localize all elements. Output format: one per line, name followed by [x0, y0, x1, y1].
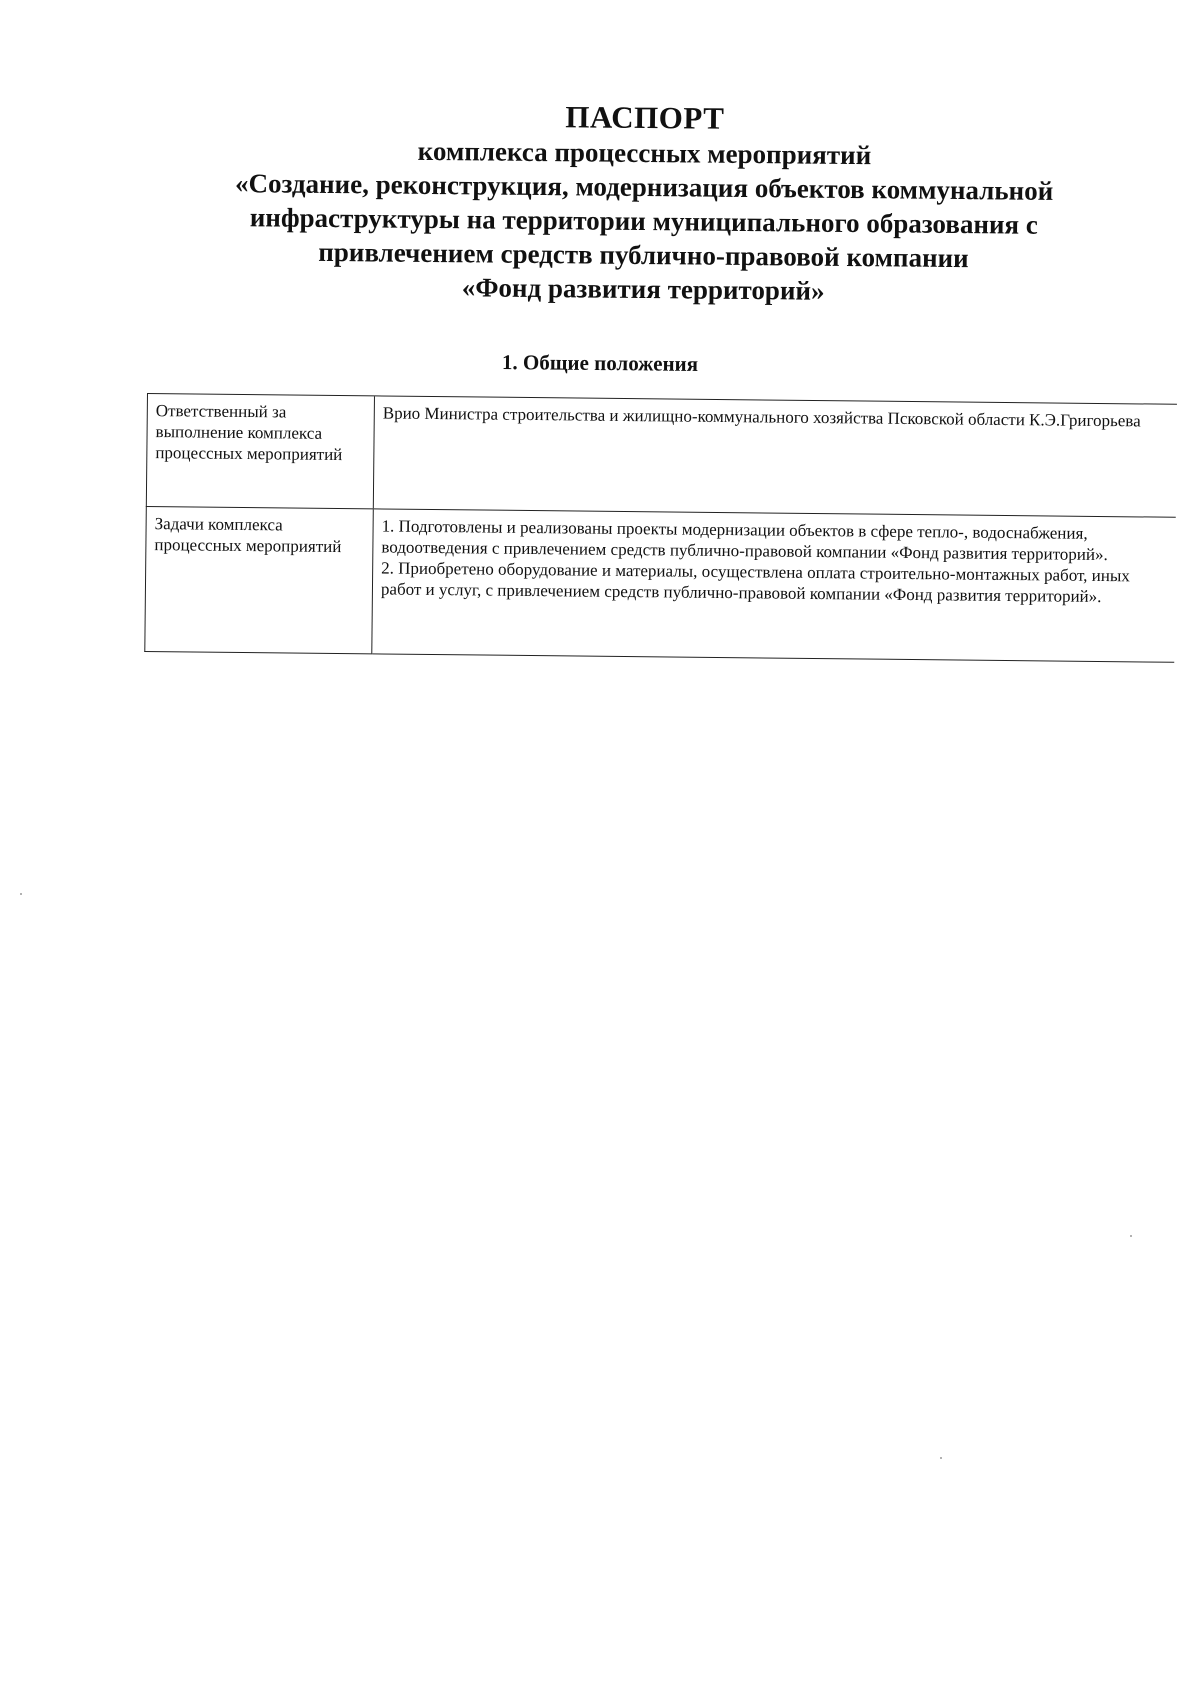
task-item: 1. Подготовлены и реализованы проекты модернизации объектов в сфере тепло-, водоснабжения, водоотведения с привлечением средств публично-правовой компании «Фонд развития территорий». [381, 516, 1108, 565]
table-row [145, 506, 1176, 662]
scan-speck [940, 1457, 942, 1459]
responsible-value-cell: Врио Министра строительства и жилищно-коммунального хозяйства Псковской области К.Э.Григорьева [373, 396, 1177, 517]
table-row [146, 394, 1177, 518]
document-title: ПАСПОРТ [565, 99, 725, 136]
document-subtitle-line: «Фонд развития территорий» [461, 272, 825, 306]
document-subtitle-line: «Создание, реконструкция, модернизация объектов коммунальной [234, 168, 1054, 206]
section-heading: 1. Общие положения [501, 350, 699, 376]
scan-speck [1130, 1235, 1132, 1237]
tasks-label-cell: Задачи комплекса процессных мероприятий [145, 506, 374, 653]
document-subtitle-line: комплекса процессных мероприятий [417, 135, 872, 171]
document-header [138, 95, 1150, 311]
document-subtitle-line: инфраструктуры на территории муниципального образования с [249, 202, 1039, 240]
document-subtitle-line: привлечением средств публично-правовой компании [318, 236, 969, 274]
scan-speck [20, 893, 22, 895]
tasks-value-cell [372, 509, 1176, 662]
general-provisions-table [144, 393, 1177, 663]
task-item: 2. Приобретено оборудование и материалы, осуществлена оплата строительно-монтажных работ, иных работ и услуг, с привлечением средств публично-правовой компании «Фонд развития территорий». [380, 558, 1130, 607]
responsible-label-cell: Ответственный за выполнение комплекса процессных мероприятий [146, 394, 374, 509]
general-provisions-table-wrap [144, 393, 1177, 663]
